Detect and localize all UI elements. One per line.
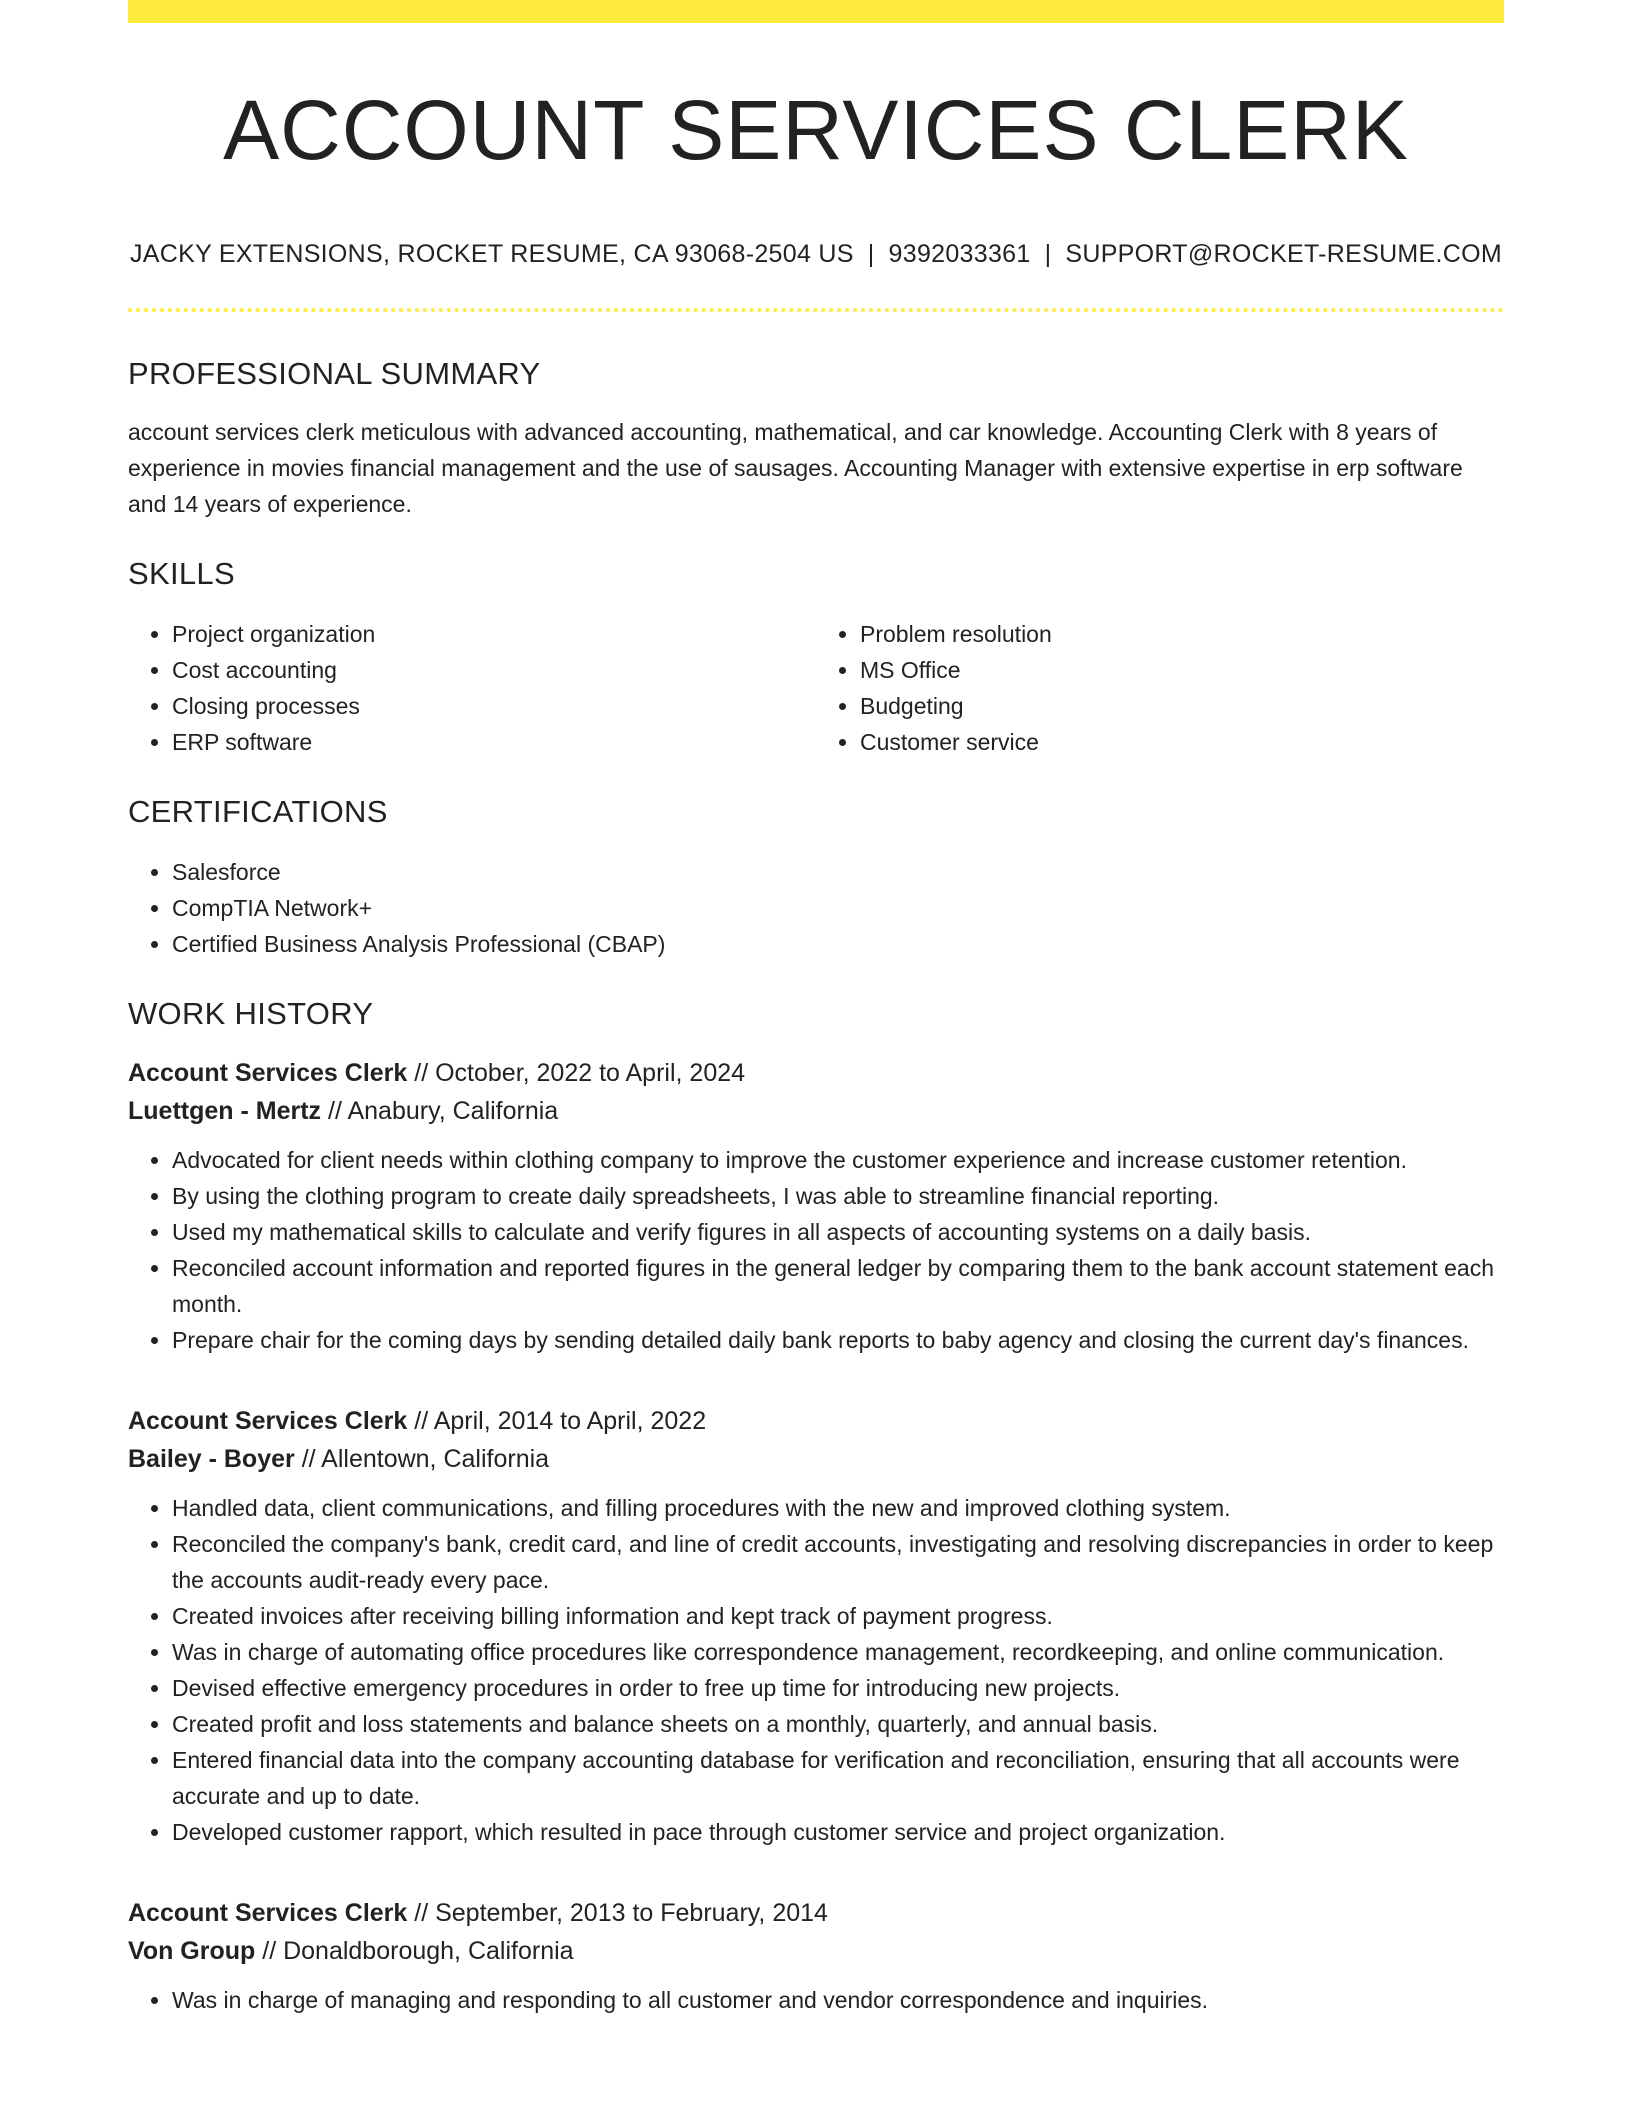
skill-item: • MS Office bbox=[860, 652, 1504, 688]
job-bullets bbox=[128, 1982, 1504, 2018]
certification-item: • Salesforce bbox=[172, 854, 1504, 890]
section-title-certifications: CERTIFICATIONS bbox=[128, 794, 388, 829]
job-location: // Anabury, California bbox=[328, 1097, 559, 1125]
resume-content bbox=[128, 0, 1504, 2018]
job-location: // Donaldborough, California bbox=[262, 1937, 574, 1965]
certifications-list bbox=[128, 854, 1504, 962]
resume-title: ACCOUNT SERVICES CLERK bbox=[223, 83, 1409, 177]
job-bullet: • Reconciled the company's bank, credit card, and line of credit accounts, investigating and resolving discrepancies in order to keep the accounts audit-ready every pace. bbox=[172, 1526, 1504, 1598]
job-entry bbox=[128, 1894, 1504, 2018]
job-title-line bbox=[128, 1402, 1504, 1440]
section-title-work-history: WORK HISTORY bbox=[128, 996, 374, 1031]
job-title-line bbox=[128, 1054, 1504, 1092]
skill-item: • Closing processes bbox=[172, 688, 816, 724]
skills-grid bbox=[128, 616, 1504, 760]
summary-text: account services clerk meticulous with advanced accounting, mathematical, and car knowledge. Accounting Clerk with 8 years of experience in movies financial management and the use of sausages. Accounting Manager with extensive expertise in erp software and 14 years of experience. bbox=[128, 419, 1463, 517]
contact-email: SUPPORT@ROCKET-RESUME.COM bbox=[1065, 240, 1503, 268]
skills-list-right bbox=[816, 616, 1504, 760]
job-entry bbox=[128, 1054, 1504, 1358]
skill-item: • Project organization bbox=[172, 616, 816, 652]
job-bullet: • Handled data, client communications, and filling procedures with the new and improved clothing system. bbox=[172, 1490, 1504, 1526]
skill-item: • Customer service bbox=[860, 724, 1504, 760]
job-company-line bbox=[128, 1092, 1504, 1130]
job-bullet: • Devised effective emergency procedures in order to free up time for introducing new projects. bbox=[172, 1670, 1504, 1706]
job-dates: // October, 2022 to April, 2024 bbox=[414, 1059, 746, 1087]
job-bullet: • Developed customer rapport, which resulted in pace through customer service and project organization. bbox=[172, 1814, 1504, 1850]
certification-item: • CompTIA Network+ bbox=[172, 890, 1504, 926]
job-company-line bbox=[128, 1932, 1504, 1970]
certification-item: • Certified Business Analysis Professional (CBAP) bbox=[172, 926, 1504, 962]
job-bullet: • Prepare chair for the coming days by sending detailed daily bank reports to baby agency and closing the current day's finances. bbox=[172, 1322, 1504, 1358]
contact-address: JACKY EXTENSIONS, ROCKET RESUME, CA 93068-2504 US bbox=[129, 240, 854, 268]
skill-item: • Budgeting bbox=[860, 688, 1504, 724]
contact-line bbox=[128, 238, 1504, 270]
skills-list-left bbox=[128, 616, 816, 760]
job-title: Account Services Clerk bbox=[128, 1407, 408, 1435]
job-location: // Allentown, California bbox=[301, 1445, 550, 1473]
job-title: Account Services Clerk bbox=[128, 1059, 408, 1087]
section-title-skills: SKILLS bbox=[128, 556, 235, 591]
job-bullet: • Was in charge of managing and responding to all customer and vendor correspondence and inquiries. bbox=[172, 1982, 1504, 2018]
skill-item: • Problem resolution bbox=[860, 616, 1504, 652]
section-title-summary: PROFESSIONAL SUMMARY bbox=[128, 356, 541, 391]
job-bullets bbox=[128, 1490, 1504, 1850]
contact-separator: | bbox=[867, 240, 875, 268]
skill-item: • ERP software bbox=[172, 724, 816, 760]
job-company: Von Group bbox=[128, 1937, 256, 1965]
job-bullet: • Created profit and loss statements and balance sheets on a monthly, quarterly, and annual basis. bbox=[172, 1706, 1504, 1742]
job-company: Bailey - Boyer bbox=[128, 1445, 295, 1473]
job-bullet: • Was in charge of automating office procedures like correspondence management, recordkeeping, and online communication. bbox=[172, 1634, 1504, 1670]
job-bullet: • By using the clothing program to create daily spreadsheets, I was able to streamline financial reporting. bbox=[172, 1178, 1504, 1214]
job-bullet: • Used my mathematical skills to calculate and verify figures in all aspects of accounting systems on a daily basis. bbox=[172, 1214, 1504, 1250]
contact-separator: | bbox=[1044, 240, 1052, 268]
job-dates: // April, 2014 to April, 2022 bbox=[414, 1407, 707, 1435]
job-entry bbox=[128, 1402, 1504, 1850]
job-company: Luettgen - Mertz bbox=[128, 1097, 322, 1125]
job-dates: // September, 2013 to February, 2014 bbox=[414, 1899, 828, 1927]
dotted-divider bbox=[128, 308, 1504, 312]
job-title: Account Services Clerk bbox=[128, 1899, 408, 1927]
job-title-line bbox=[128, 1894, 1504, 1932]
job-bullet: • Reconciled account information and reported figures in the general ledger by comparing them to the bank account statement each month. bbox=[172, 1250, 1504, 1322]
job-bullet: • Created invoices after receiving billing information and kept track of payment progress. bbox=[172, 1598, 1504, 1634]
job-bullets bbox=[128, 1142, 1504, 1358]
job-bullet: • Advocated for client needs within clothing company to improve the customer experience and increase customer retention. bbox=[172, 1142, 1504, 1178]
contact-phone: 9392033361 bbox=[888, 240, 1031, 268]
job-bullet: • Entered financial data into the company accounting database for verification and reconciliation, ensuring that all accounts were accurate and up to date. bbox=[172, 1742, 1504, 1814]
job-company-line bbox=[128, 1440, 1504, 1478]
skill-item: • Cost accounting bbox=[172, 652, 816, 688]
